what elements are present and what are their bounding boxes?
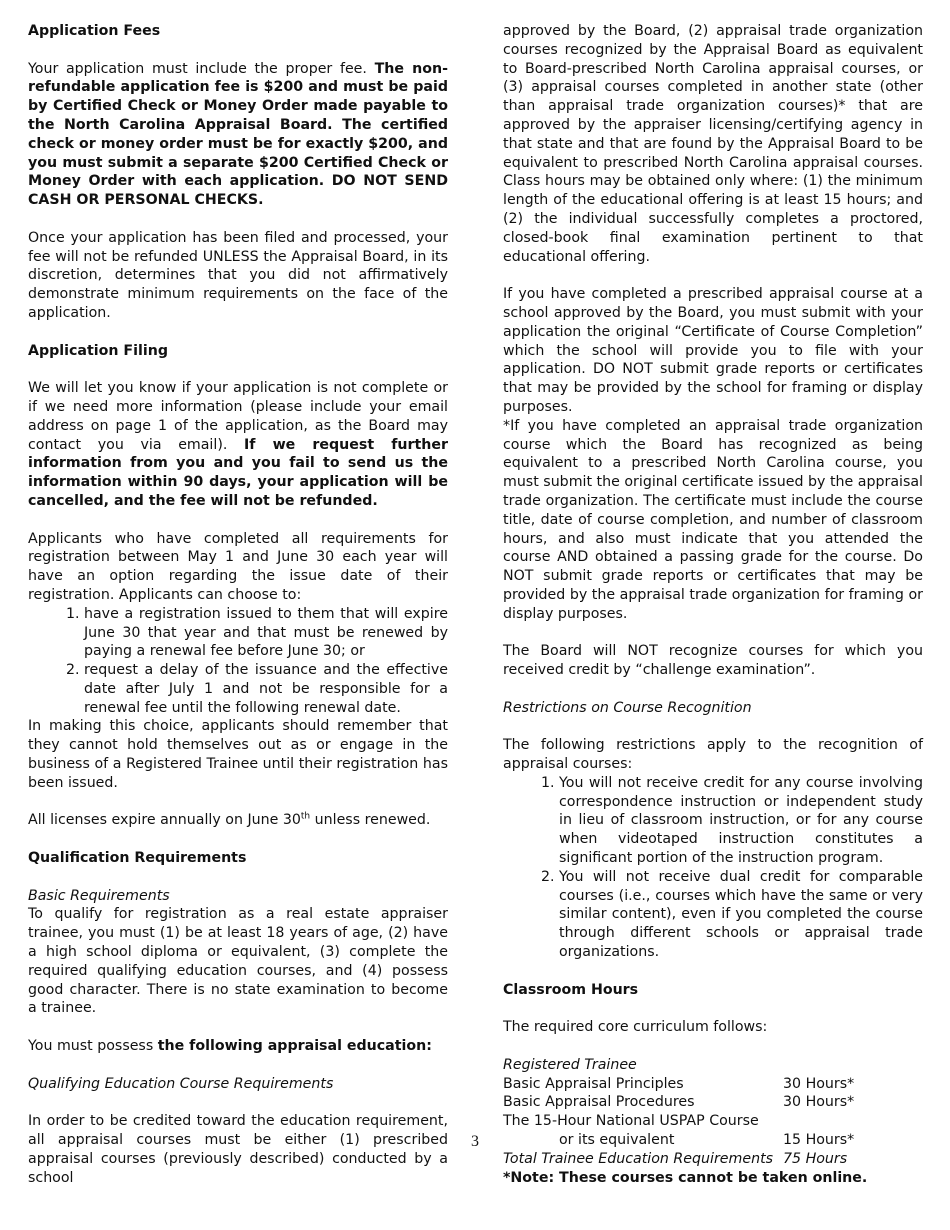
- filing-bold-text: If we request further information from you and you fail to send us the information within 90 days, your application will be cancelled, and the fee will not be refunded.: [28, 436, 448, 509]
- table-row: [503, 1075, 863, 1094]
- fee-intro-text: Your application must include the proper fee.: [28, 60, 375, 77]
- course-hours: 30 Hours*: [783, 1094, 855, 1111]
- trade-organization-paragraph: *If you have completed an appraisal trade organization course which the Board has recognized as being equivalent to a prescribed North Carolina course, you must submit the original certificate issued by the appraisal trade organization. The certificate must include the course title, date of course completion, and number of classroom hours, and also must indicate that you attended the course AND obtained a passing grade for the course. Do NOT submit grade reports or certificates that may be provided by the appraisal trade organization for framing or display purposes.: [503, 417, 923, 622]
- issue-options-list: [28, 605, 448, 718]
- list-item: 2. request a delay of the issuance and the effective date after July 1 and not be responsible for a renewal fee until the following renewal date.: [84, 661, 448, 717]
- list-item: 1. have a registration issued to them that will expire June 30 that year and that must be renewed by paying a renewal fee before June 30; or: [84, 605, 448, 661]
- qualifying-education-paragraph: In order to be credited toward the education requirement, all appraisal courses must be either (1) prescribed appraisal courses (previously described) conducted by a school: [28, 1113, 448, 1186]
- table-row: [503, 1093, 863, 1112]
- basic-requirements-paragraph: To qualify for registration as a real estate appraiser trainee, you must (1) be at least 18 years of age, (2) have a high school diploma or equivalent, (3) complete the required qualifying education courses, and (4) possess good character. There is no state examination to become a trainee.: [28, 906, 448, 1017]
- expiry-paragraph: [28, 811, 448, 830]
- course-name: or its equivalent: [559, 1132, 675, 1149]
- table-row: [503, 1150, 863, 1169]
- restrictions-list: [503, 774, 923, 962]
- total-hours: 75 Hours: [783, 1150, 848, 1167]
- possess-bold-text: the following appraisal education:: [157, 1038, 432, 1055]
- list-item: 1. You will not receive credit for any course involving correspondence instruction or independent study in lieu of classroom instruction, or for any course when videotaped instruction constitutes a significant portion of the instruction program.: [559, 774, 923, 868]
- total-label: Total Trainee Education Requirements: [503, 1150, 774, 1167]
- certificate-paragraph: If you have completed a prescribed appraisal course at a school approved by the Board, you must submit with your application the original “Certificate of Course Completion” which the school will provide you to file with your application. DO NOT submit grade reports or certificates that may be provided by the school for framing or display purposes.: [503, 286, 923, 415]
- expiry-text-end: unless renewed.: [310, 812, 431, 829]
- issue-date-paragraph: Applicants who have completed all requirements for registration between May 1 and June 30 each year will have an option regarding the issue date of their registration. Applicants can choose to:: [28, 530, 448, 603]
- course-hours: 30 Hours*: [783, 1075, 855, 1092]
- choice-paragraph: In making this choice, applicants should remember that they cannot hold themselves out as or engage in the business of a Registered Trainee until their registration has been issued.: [28, 718, 448, 791]
- application-filing-heading: Application Filing: [28, 342, 168, 359]
- basic-requirements-subheading: Basic Requirements: [28, 887, 170, 904]
- challenge-paragraph: The Board will NOT recognize courses for which you received credit by “challenge examination”.: [503, 643, 923, 679]
- possess-paragraph: [28, 1037, 448, 1056]
- course-hours: [783, 1112, 863, 1131]
- expiry-superscript: th: [300, 811, 311, 822]
- fee-bold-text: The non-refundable application fee is $200 and must be paid by Certified Check or Money Order made payable to the North Carolina Appraisal Board. The certified check or money order must be for exactly $200, and you must submit a separate $200 Certified Check or Money Order with each application. DO NOT SEND CASH OR PERSONAL CHECKS.: [28, 60, 448, 209]
- filing-paragraph: [28, 379, 448, 511]
- qualification-heading: Qualification Requirements: [28, 850, 247, 867]
- registered-trainee-subheading: Registered Trainee: [503, 1056, 637, 1073]
- qualifying-education-subheading: Qualifying Education Course Requirements: [28, 1075, 334, 1092]
- page-number: 3: [471, 1133, 479, 1150]
- course-name: Basic Appraisal Procedures: [503, 1094, 695, 1111]
- course-hours-table: [503, 1075, 863, 1169]
- continued-paragraph: approved by the Board, (2) appraisal trade organization courses recognized by the Appraisal Board as equivalent to Board-prescribed North Carolina appraisal courses, or (3) appraisal courses completed in another state (other than appraisal trade organization courses)* that are approved by the appraiser licensing/certifying agency in that state and that are found by the Appraisal Board to be equivalent to prescribed North Carolina appraisal courses. Class hours may be obtained only where: (1) the minimum length of the educational offering is at least 15 hours; and (2) the individual successfully completes a proctored, closed-book final examination pertinent to that educational offering.: [503, 23, 923, 265]
- application-fees-paragraph: [28, 60, 448, 210]
- course-name: Basic Appraisal Principles: [503, 1075, 684, 1092]
- curriculum-intro: The required core curriculum follows:: [503, 1019, 768, 1036]
- refund-paragraph: Once your application has been filed and processed, your fee will not be refunded UNLESS the Appraisal Board, in its discretion, determines that you did not affirmatively demonstrate minimum requirements on the face of the application.: [28, 229, 448, 321]
- list-item: 2. You will not receive dual credit for comparable courses (i.e., courses which have the same or very similar content), even if you completed the course through different schools or appraisal trade organizations.: [559, 868, 923, 962]
- table-row: [503, 1112, 863, 1131]
- online-note: *Note: These courses cannot be taken online.: [503, 1169, 868, 1186]
- course-hours: 15 Hours*: [783, 1132, 855, 1149]
- filing-intro-text: We will let you know if your application is not complete or if we need more information (please include your email address on page 1 of the application, as the Board may contact you via email).: [28, 380, 448, 453]
- restrictions-subheading: Restrictions on Course Recognition: [503, 699, 752, 716]
- classroom-hours-heading: Classroom Hours: [503, 981, 639, 998]
- application-fees-heading: Application Fees: [28, 23, 161, 39]
- expiry-text: All licenses expire annually on June 30: [28, 812, 301, 829]
- possess-text: You must possess: [28, 1038, 158, 1055]
- course-name: The 15-Hour National USPAP Course: [503, 1113, 759, 1130]
- left-column: [28, 22, 448, 1206]
- restrictions-intro: The following restrictions apply to the recognition of appraisal courses:: [503, 737, 923, 773]
- right-column: [503, 22, 923, 1187]
